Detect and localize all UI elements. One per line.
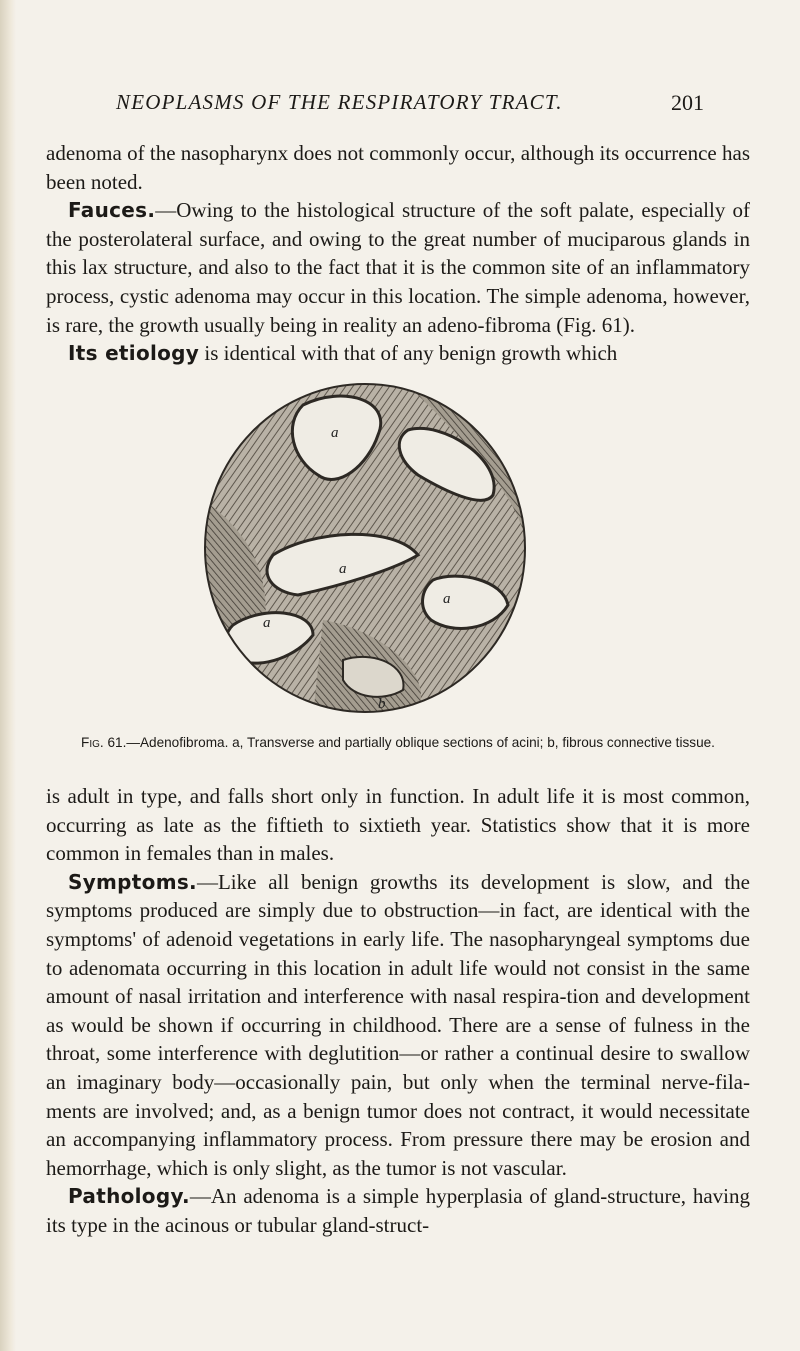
paragraph-fauces <box>46 196 750 339</box>
body-text-top <box>46 139 750 368</box>
paragraph-adenoma-nasopharynx: adenoma of the nasopharynx does not commonly occur, although its occurrence has been noted. <box>46 141 750 194</box>
figure-label-a-middle: a <box>339 561 347 577</box>
pathology-text: —An adenoma is a simple hyperplasia of gland-structure, having its type in the acinous or tubular gland-struct- <box>46 1184 750 1237</box>
heading-fauces: Fauces. <box>68 198 156 223</box>
caption-text: —Adenofibroma. a, Transverse and partially oblique sections of acini; b, fibrous connective tissue. <box>126 735 715 750</box>
paragraph-continuation: is adult in type, and falls short only in function. In adult life it is most common, occurring as late as the fiftieth to sixtieth year. Statistics show that it is more common in females than in males. <box>46 784 750 866</box>
body-text-bottom <box>46 782 750 1240</box>
paragraph-pathology <box>46 1182 750 1239</box>
figure-caption <box>46 734 750 751</box>
page-gutter-shadow <box>0 0 16 1351</box>
figure-label-a-left: a <box>263 615 271 631</box>
figure-label-b: b <box>378 696 386 712</box>
symptoms-text: —Like all benign growths its development is slow, and the symptoms produced are simply due to obstruction—in fact, are identical with the symptoms' of adenoid vegetations in early life. The nasopharyngeal symptoms due to adenomata occurring in this location in adult life would not consist in the same amount of nasal irritation and interference with nasal respira-tion and development as would be shown if occurring in childhood. There are a sense of fulness in the throat, some interference with deglutition—or rather a continual desire to swallow an imaginary body—occasionally pain, but only when the terminal nerve-fila-ments are involved; and, as a benign tumor does not contract, it would necessitate an accompanying inflammatory process. From pressure there may be erosion and hemorrhage, which is only slight, as the tumor is not vascular. <box>46 869 750 1180</box>
etiology-text: is identical with that of any benign growth which <box>199 341 618 366</box>
figure-label-a-top: a <box>331 425 339 441</box>
running-title: NEOPLASMS OF THE RESPIRATORY TRACT. <box>116 90 563 114</box>
heading-pathology: Pathology. <box>68 1184 190 1209</box>
paragraph-etiology <box>46 339 750 368</box>
running-header <box>116 90 704 115</box>
figure-61-adenofibroma-micrograph <box>203 380 528 717</box>
paragraph-symptoms <box>46 868 750 1183</box>
page-number: 201 <box>671 90 704 115</box>
heading-symptoms: Symptoms. <box>68 869 197 894</box>
fauces-text: —Owing to the histological structure of the soft palate, especially of the posterolateral surface, and owing to the great number of muciparous glands in this lax structure, and also to the fact that it is the common site of an inflammatory process, cystic adenoma may occur in this location. The simple adenoma, however, is rare, the growth usually being in reality an adeno-fibroma (Fig. 61). <box>46 198 750 337</box>
heading-etiology: Its etiology <box>68 341 200 366</box>
figure-label-a-right: a <box>443 591 451 607</box>
caption-label: Fig. 61. <box>81 735 127 750</box>
